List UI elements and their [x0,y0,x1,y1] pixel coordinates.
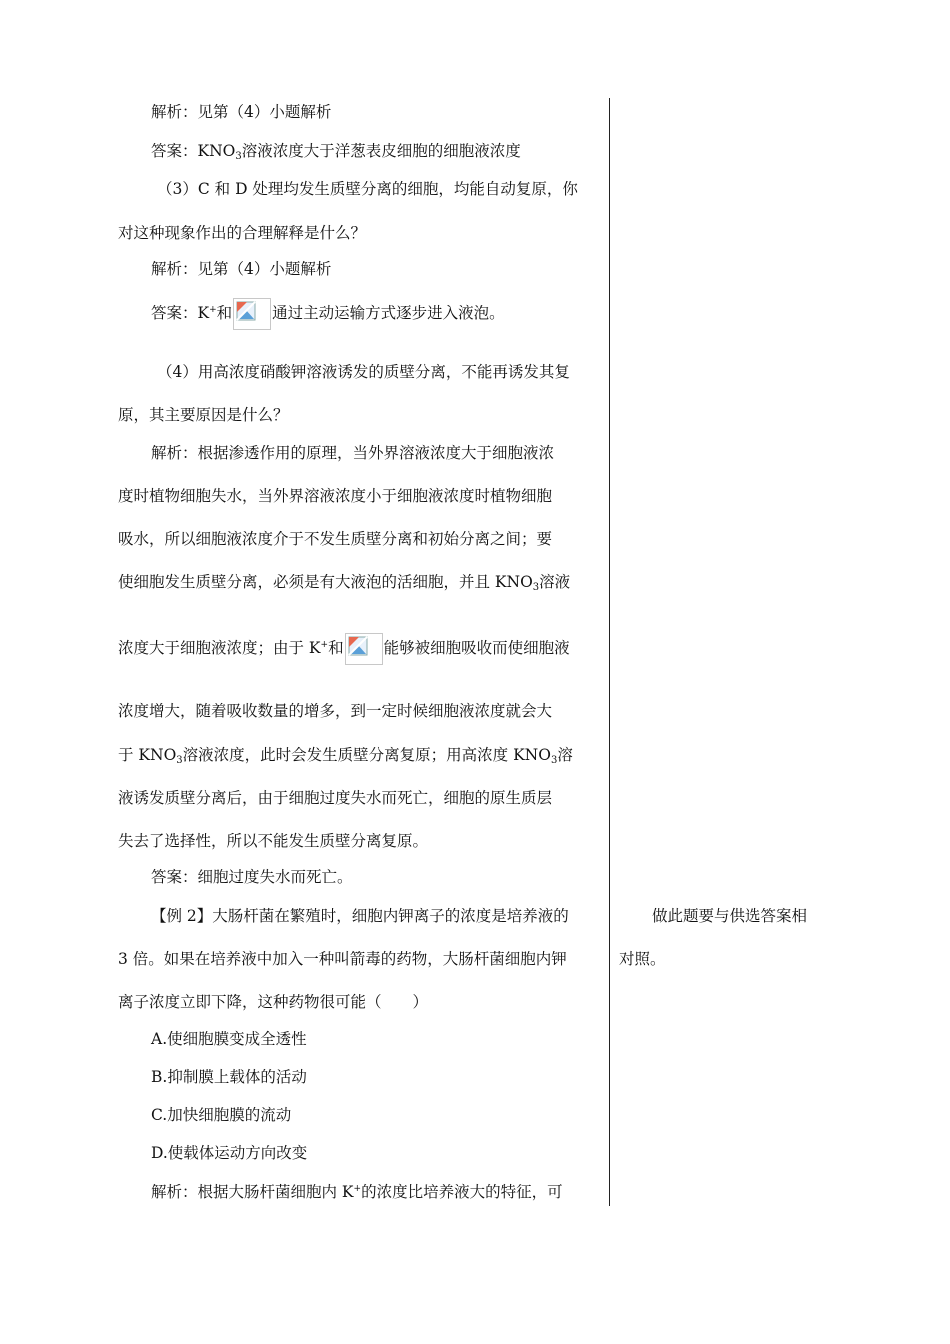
analysis-4-line-1: 解析：根据渗透作用的原理，当外界溶液浓度大于细胞液浓 [151,444,555,462]
analysis-line-1: 解析：见第（4）小题解析 [151,103,332,121]
question-4-line-1: （4）用高浓度硝酸钾溶液诱发的质壁分离，不能再诱发其复 [157,363,570,381]
analysis-4-line-6: 浓度增大，随着吸收数量的增多，到一定时候细胞液浓度就会大 [118,702,553,720]
analysis-4-line-5: 浓度大于细胞液浓度；由于 K+和 能够被细胞吸收而使细胞液 [118,633,570,665]
example-2-line-2: 3 倍。如果在培养液中加入一种叫箭毒的药物，大肠杆菌细胞内钾 [118,950,567,968]
analysis-4-line-7: 于 $KNO_3$溶液浓度，此时会发生质壁分离复原；用高浓度 $KNO_3$溶 [118,746,573,766]
example-2-line-1: 【例 2】大肠杆菌在繁殖时，细胞内钾离子的浓度是培养液的 [151,907,569,925]
broken-image-icon [345,633,383,665]
example-2-line-3: 离子浓度立即下降，这种药物很可能（ ） [118,993,429,1011]
broken-image-icon [233,298,271,330]
analysis-line-3: 解析：见第（4）小题解析 [151,260,332,278]
example-2-analysis: 解析：根据大肠杆菌细胞内 K+的浓度比培养液大的特征，可 [151,1183,563,1201]
answer-line-3: 答案：K+和 通过主动运输方式逐步进入液泡。 [151,298,505,330]
option-d: D.使载体运动方向改变 [151,1144,308,1162]
analysis-4-line-2: 度时植物细胞失水，当外界溶液浓度小于细胞液浓度时植物细胞 [118,487,553,505]
side-note-line-2: 对照。 [619,950,666,968]
question-3-line-1: （3）C 和 D 处理均发生质壁分离的细胞，均能自动复原，你 [157,180,578,198]
analysis-4-line-4: 使细胞发生质壁分离，必须是有大液泡的活细胞，并且 $KNO_3$溶液 [118,573,571,593]
option-c: C.加快细胞膜的流动 [151,1106,292,1124]
option-b: B.抑制膜上载体的活动 [151,1068,307,1086]
question-4-line-2: 原，其主要原因是什么？ [118,406,289,424]
option-a: A.使细胞膜变成全透性 [151,1030,307,1048]
side-note-line-1: 做此题要与供选答案相 [652,907,808,925]
question-3-line-2: 对这种现象作出的合理解释是什么？ [118,224,367,242]
answer-4: 答案：细胞过度失水而死亡。 [151,868,353,886]
column-divider [609,98,610,1206]
analysis-4-line-3: 吸水，所以细胞液浓度介于不发生质壁分离和初始分离之间；要 [118,530,553,548]
analysis-4-line-8: 液诱发质壁分离后，由于细胞过度失水而死亡，细胞的原生质层 [118,789,553,807]
analysis-4-line-9: 失去了选择性，所以不能发生质壁分离复原。 [118,832,429,850]
answer-line-2: 答案：$KNO_3$溶液浓度大于洋葱表皮细胞的细胞液浓度 [151,142,521,162]
